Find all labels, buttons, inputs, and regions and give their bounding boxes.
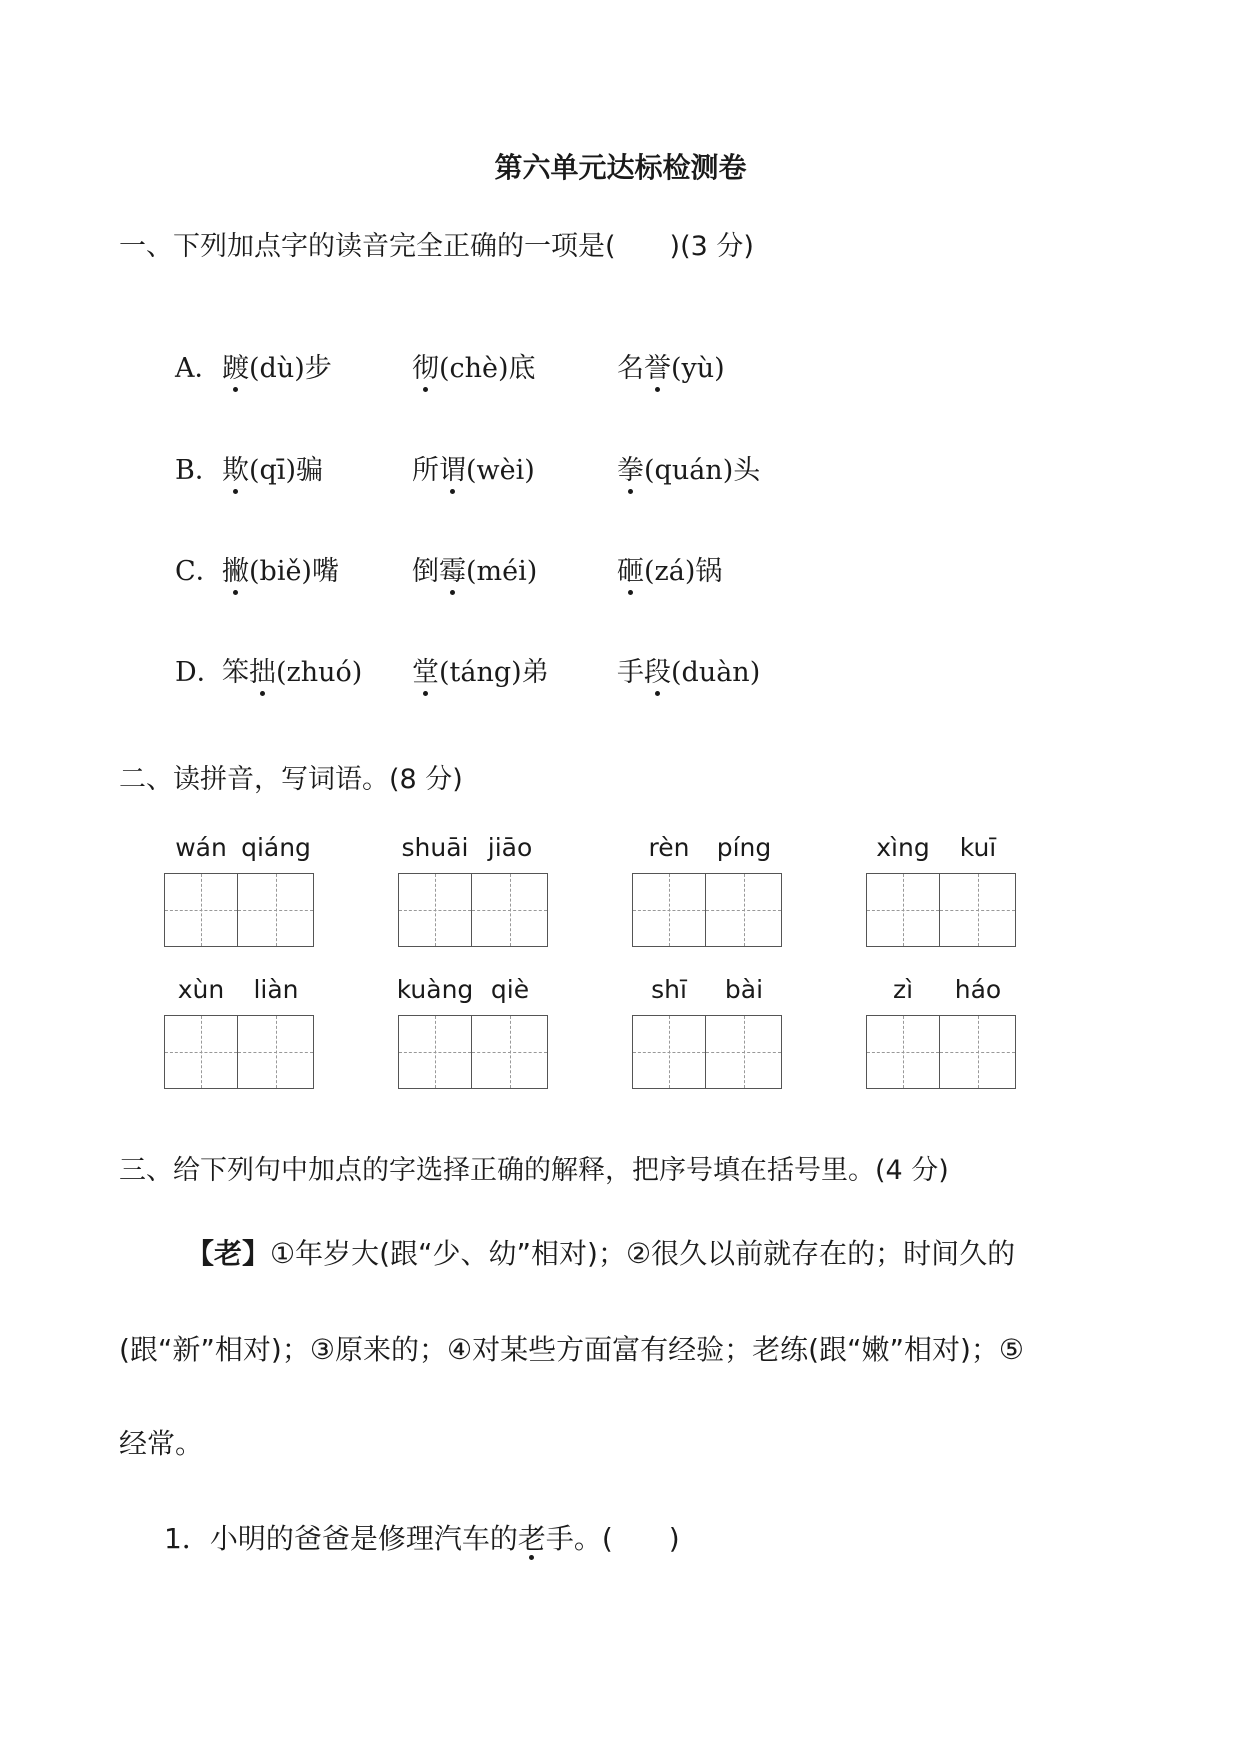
option-word (617, 549, 722, 588)
tian-grid-boxes (866, 873, 1016, 947)
tian-grid-cell[interactable] (472, 873, 548, 947)
question-3-stem: 三、给下列句中加点的字选择正确的解释，把序号填在括号里。(4 分) (119, 1155, 949, 1186)
word-pinyin: (chè)底 (439, 353, 536, 384)
tian-grid-cell[interactable] (632, 1015, 706, 1089)
dotted-char: 砸 (617, 549, 644, 588)
pinyin-writing-grid (632, 833, 782, 947)
pinyin-syllable-2: píng (716, 833, 772, 862)
tian-grid-cell[interactable] (398, 873, 472, 947)
sentence-1-dotted-char: 老 (517, 1522, 546, 1555)
pinyin-syllable-2: jiāo (487, 833, 533, 862)
pinyin-writing-grid (632, 975, 782, 1089)
tian-grid-boxes (398, 1015, 548, 1089)
pinyin-syllable-2: bài (724, 975, 764, 1004)
pinyin-writing-grid (164, 975, 314, 1089)
pinyin-syllable-1: shuāi (401, 833, 469, 862)
option-word (222, 549, 339, 588)
option-word (222, 346, 332, 385)
pinyin-syllable-1: wán (175, 833, 227, 862)
tian-grid-boxes (632, 873, 782, 947)
tian-grid-cell[interactable] (940, 1015, 1016, 1089)
tian-grid-cell[interactable] (940, 873, 1016, 947)
pinyin-writing-grid (398, 975, 548, 1089)
dotted-char: 誉 (644, 346, 671, 385)
dotted-char: 堂 (412, 650, 439, 689)
sentence-1 (164, 1522, 680, 1555)
definition-line-2: (跟“新”相对)；③原来的；④对某些方面富有经验；老练(跟“嫩”相对)；⑤ (119, 1333, 1025, 1366)
option-word (412, 549, 537, 588)
option-word (617, 650, 760, 689)
pinyin-writing-grid (398, 833, 548, 947)
word-prefix: 所 (412, 455, 439, 486)
pinyin-syllable-2: háo (954, 975, 1002, 1004)
page-title: 第六单元达标检测卷 (494, 151, 747, 184)
question-2-stem: 二、读拼音，写词语。(8 分) (119, 764, 463, 795)
tian-grid-cell[interactable] (472, 1015, 548, 1089)
option-label: D． (175, 657, 224, 688)
option-word (412, 448, 535, 487)
word-pinyin: (biě)嘴 (249, 556, 339, 587)
tian-grid-cell[interactable] (866, 873, 940, 947)
pinyin-writing-grid (866, 975, 1016, 1089)
sentence-1-prefix: 1．小明的爸爸是修理汽车的 (164, 1522, 518, 1555)
tian-grid-cell[interactable] (706, 873, 782, 947)
option-word (222, 448, 323, 487)
question-1-stem: 一、下列加点字的读音完全正确的一项是( )(3 分) (119, 231, 754, 262)
word-pinyin: (dù)步 (249, 353, 332, 384)
tian-grid-boxes (164, 873, 314, 947)
word-prefix: 笨 (222, 657, 249, 688)
word-pinyin: (qī)骗 (249, 455, 323, 486)
tian-grid-cell[interactable] (164, 873, 238, 947)
word-pinyin: (zá)锅 (644, 556, 723, 587)
tian-grid-cell[interactable] (164, 1015, 238, 1089)
pinyin-syllable-1: shī (651, 975, 687, 1004)
pinyin-syllable-1: xùn (177, 975, 225, 1004)
dotted-char: 撇 (222, 549, 249, 588)
tian-grid-cell[interactable] (632, 873, 706, 947)
dotted-char: 谓 (439, 448, 466, 487)
dotted-char: 段 (644, 650, 671, 689)
pinyin-syllable-1: zì (892, 975, 914, 1004)
tian-grid-cell[interactable] (238, 1015, 314, 1089)
dotted-char: 拳 (617, 448, 644, 487)
dotted-char: 踱 (222, 346, 249, 385)
pinyin-syllable-2: kuī (959, 833, 997, 862)
word-pinyin: (méi) (466, 556, 538, 587)
tian-grid-boxes (164, 1015, 314, 1089)
word-pinyin: (táng)弟 (439, 657, 549, 688)
option-label: C． (175, 556, 223, 587)
definition-line-1 (186, 1237, 1016, 1270)
option-word (617, 448, 760, 487)
tian-grid-cell[interactable] (706, 1015, 782, 1089)
dotted-char: 欺 (222, 448, 249, 487)
pinyin-syllable-2: liàn (253, 975, 299, 1004)
definition-line-3: 经常。 (119, 1427, 204, 1460)
tian-grid-cell[interactable] (398, 1015, 472, 1089)
definition-text-1: ①年岁大(跟“少、幼”相对)；②很久以前就存在的；时间久的 (270, 1237, 1016, 1270)
pinyin-syllable-1: kuàng (396, 975, 474, 1004)
dotted-char: 彻 (412, 346, 439, 385)
sentence-1-suffix: 手。( ) (545, 1522, 680, 1555)
pinyin-syllable-2: qiáng (241, 833, 311, 862)
word-pinyin: (yù) (671, 353, 725, 384)
option-word (412, 650, 549, 689)
pinyin-syllable-1: xìng (876, 833, 930, 862)
word-prefix: 手 (617, 657, 644, 688)
option-word (412, 346, 536, 385)
dotted-char: 拙 (249, 650, 276, 689)
tian-grid-boxes (398, 873, 548, 947)
option-label: A． (175, 353, 222, 384)
word-prefix: 名 (617, 353, 644, 384)
tian-grid-boxes (866, 1015, 1016, 1089)
option-label: B． (175, 455, 222, 486)
word-pinyin: (wèi) (466, 455, 535, 486)
pinyin-syllable-1: rèn (648, 833, 690, 862)
tian-grid-cell[interactable] (866, 1015, 940, 1089)
pinyin-writing-grid (164, 833, 314, 947)
tian-grid-cell[interactable] (238, 873, 314, 947)
word-pinyin: (quán)头 (644, 455, 761, 486)
tian-grid-boxes (632, 1015, 782, 1089)
word-pinyin: (duàn) (671, 657, 761, 688)
word-pinyin: (zhuó) (276, 657, 363, 688)
definition-head: 【老】 (186, 1237, 271, 1270)
pinyin-syllable-2: qiè (490, 975, 530, 1004)
pinyin-writing-grid (866, 833, 1016, 947)
option-word (617, 346, 725, 385)
word-prefix: 倒 (412, 556, 439, 587)
dotted-char: 霉 (439, 549, 466, 588)
option-word (222, 650, 362, 689)
